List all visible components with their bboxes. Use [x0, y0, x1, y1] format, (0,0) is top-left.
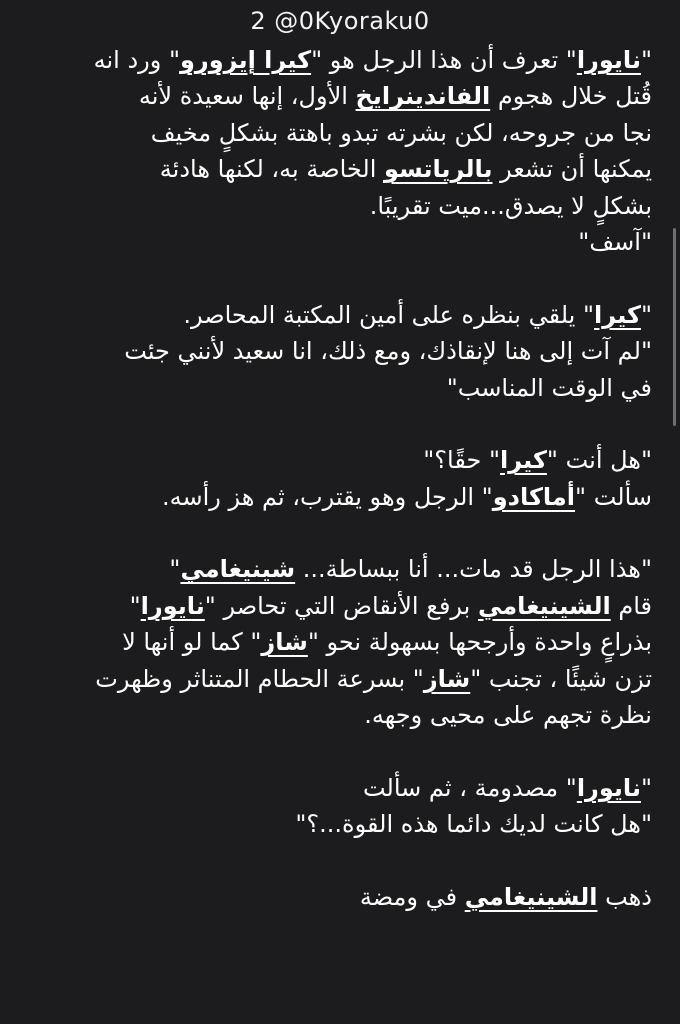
- text-segment: "آسف": [578, 227, 652, 256]
- blank-line: [28, 733, 652, 769]
- highlighted-name: كيرا: [594, 300, 641, 329]
- text-segment: " كما لو أنها لا: [122, 628, 262, 657]
- highlighted-name: الفاندينرايخ: [355, 82, 491, 111]
- text-segment: " حقًا؟": [423, 446, 500, 475]
- highlighted-name: كيرا: [499, 446, 547, 475]
- story-text: [28, 42, 652, 915]
- text-line: [28, 333, 652, 369]
- text-line: [28, 479, 652, 515]
- text-line: [28, 806, 652, 842]
- page-number: 2: [250, 7, 267, 35]
- highlighted-name: بالرياتسو: [384, 155, 493, 184]
- text-line: [28, 442, 652, 478]
- author-handle: @0Kyoraku0: [274, 7, 430, 35]
- text-line: [28, 115, 652, 151]
- text-segment: " تعرف أن هذا الرجل هو ": [311, 46, 577, 74]
- page-header: [0, 6, 680, 36]
- highlighted-name: كيرا إيزورو: [180, 46, 312, 74]
- blank-line: [28, 260, 652, 296]
- text-segment: ": [640, 300, 652, 329]
- text-segment: نجا من جروحه، لكن بشرته تبدو باهتة بشكلٍ مخيف: [150, 118, 652, 147]
- text-segment: " يلقي بنظره على أمين المكتبة المحاصر.: [183, 300, 595, 329]
- text-segment: " ورد انه: [93, 46, 180, 74]
- text-line: [28, 224, 652, 260]
- text-segment: " بسرعة الحطام المتناثر وظهرت: [95, 664, 424, 693]
- text-line: [28, 42, 652, 78]
- text-segment: سألت ": [575, 482, 652, 511]
- blank-line: [28, 843, 652, 879]
- text-line: [28, 551, 652, 587]
- text-segment: قُتل خلال هجوم: [490, 82, 652, 111]
- highlighted-name: الشينيغامي: [477, 591, 611, 620]
- text-line: [28, 370, 652, 406]
- highlighted-name: نايورا: [576, 46, 641, 74]
- scroll-indicator[interactable]: [673, 228, 676, 426]
- text-segment: بشكلٍ لا يصدق...ميت تقريبًا.: [369, 191, 652, 220]
- text-segment: قام: [610, 591, 652, 620]
- text-segment: "هل كانت لديك دائما هذه القوة...؟": [295, 810, 652, 839]
- highlighted-name: شينيغامي: [180, 555, 296, 584]
- text-segment: الخاصة به، لكنها هادئة: [159, 155, 385, 184]
- text-line: [28, 188, 652, 224]
- text-segment: ": [640, 46, 652, 74]
- text-line: [28, 879, 652, 915]
- highlighted-name: شاز: [423, 664, 471, 693]
- text-segment: في ومضة: [359, 882, 465, 911]
- text-line: [28, 78, 652, 114]
- text-segment: " مصدومة ، ثم سألت: [362, 773, 577, 802]
- highlighted-name: نايورا: [140, 591, 205, 620]
- text-line: [28, 697, 652, 733]
- text-line: [28, 151, 652, 187]
- highlighted-name: أماكادو: [492, 482, 576, 511]
- text-segment: في الوقت المناسب": [446, 373, 652, 402]
- text-segment: ": [640, 773, 652, 802]
- text-line: [28, 297, 652, 333]
- text-segment: "هل أنت ": [546, 446, 652, 475]
- text-segment: "هذا الرجل قد مات... أنا ببساطة...: [295, 555, 652, 584]
- text-segment: تزن شيئًا ، تجنب ": [470, 664, 652, 693]
- text-segment: يمكنها أن تشعر: [492, 155, 652, 184]
- text-segment: " الرجل وهو يقترب، ثم هز رأسه.: [161, 482, 493, 511]
- text-segment: برفع الأنقاض التي تحاصر ": [204, 591, 478, 620]
- highlighted-name: الشينيغامي: [464, 882, 598, 911]
- text-segment: نظرة تجهم على محيى وجهه.: [364, 701, 652, 730]
- text-segment: الأول، إنها سعيدة لأنه: [138, 82, 356, 111]
- text-line: [28, 588, 652, 624]
- text-line: [28, 624, 652, 660]
- highlighted-name: نايورا: [576, 773, 641, 802]
- highlighted-name: شاز: [261, 628, 308, 657]
- text-segment: ": [129, 591, 141, 620]
- text-segment: "لم آت إلى هنا لإنقاذك، ومع ذلك، انا سعيد لأنني جئت: [124, 337, 652, 366]
- blank-line: [28, 515, 652, 551]
- blank-line: [28, 406, 652, 442]
- text-segment: ذهب: [597, 882, 652, 911]
- text-segment: ": [169, 555, 181, 584]
- text-segment: بذراعٍ واحدة وأرجحها بسهولة نحو ": [307, 628, 652, 657]
- text-line: [28, 770, 652, 806]
- text-line: [28, 661, 652, 697]
